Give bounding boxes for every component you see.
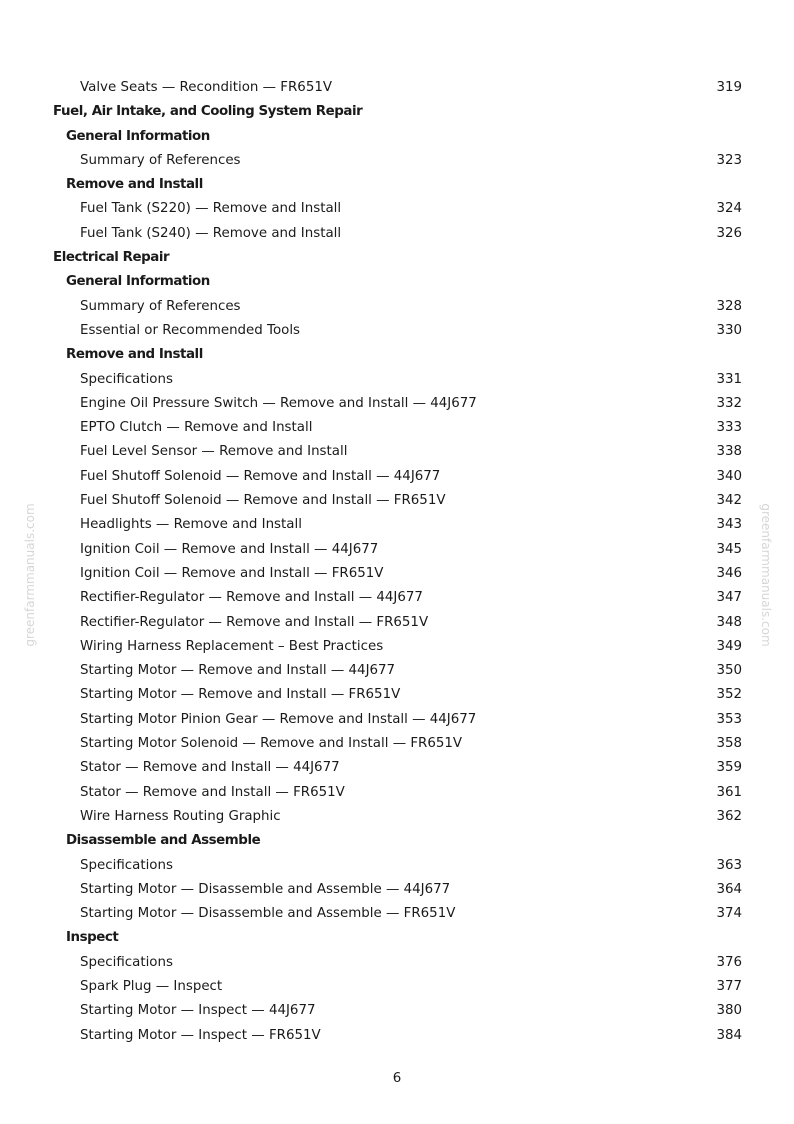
toc-entry-page-number: 349	[716, 638, 742, 654]
toc-subsection-heading[interactable]	[0, 270, 794, 294]
toc-entry-title: Summary of References	[80, 298, 241, 314]
watermark-right-text: greenfarmmanuals.com	[759, 503, 773, 647]
toc-entry-page-number: 333	[716, 420, 742, 436]
toc-entry-title: Essential or Recommended Tools	[80, 322, 301, 338]
toc-subsection-heading[interactable]	[0, 829, 794, 853]
toc-entry-page-number: 340	[716, 468, 742, 484]
toc-entry-title: Starting Motor — Inspect — FR651V	[80, 1027, 321, 1043]
toc-entry-page-number: 363	[716, 857, 742, 873]
toc-entry-title: Remove and Install	[66, 177, 203, 193]
toc-entry-page-number: 361	[716, 784, 742, 800]
toc-entry-page-number: 380	[716, 1003, 742, 1019]
toc-entry-page-number: 346	[716, 565, 742, 581]
toc-entry-page-number: 374	[716, 906, 742, 922]
toc-entry-page-number: 332	[716, 395, 742, 411]
toc-entry[interactable]	[0, 222, 794, 246]
table-of-contents	[0, 76, 794, 1048]
toc-entry[interactable]	[0, 319, 794, 343]
toc-entry-page-number: 384	[716, 1027, 742, 1043]
toc-entry-page-number: 323	[716, 152, 742, 168]
toc-entry-title: Inspect	[66, 930, 119, 946]
toc-entry[interactable]	[0, 781, 794, 805]
toc-entry-page-number: 331	[716, 371, 742, 387]
toc-entry[interactable]	[0, 149, 794, 173]
toc-entry-page-number: 342	[716, 493, 742, 509]
toc-entry-title: Ignition Coil — Remove and Install — 44J677	[80, 541, 379, 557]
toc-entry-title: Ignition Coil — Remove and Install — FR651V	[80, 565, 384, 581]
toc-entry-title: Starting Motor — Remove and Install — 44J677	[80, 663, 396, 679]
toc-entry-title: Electrical Repair	[53, 250, 170, 266]
toc-entry-page-number: 350	[716, 663, 742, 679]
toc-entry[interactable]	[0, 586, 794, 610]
toc-entry[interactable]	[0, 975, 794, 999]
toc-entry-title: Fuel Shutoff Solenoid — Remove and Install — 44J677	[80, 468, 441, 484]
toc-entry[interactable]	[0, 440, 794, 464]
toc-subsection-heading[interactable]	[0, 343, 794, 367]
toc-entry-title: Fuel, Air Intake, and Cooling System Repair	[53, 104, 363, 120]
toc-entry[interactable]	[0, 1024, 794, 1048]
toc-entry-title: Starting Motor — Remove and Install — FR651V	[80, 687, 401, 703]
toc-entry-page-number: 353	[716, 711, 742, 727]
toc-entry[interactable]	[0, 708, 794, 732]
toc-entry-page-number: 376	[716, 954, 742, 970]
toc-entry[interactable]	[0, 76, 794, 100]
watermark-right	[756, 503, 776, 647]
toc-entry[interactable]	[0, 635, 794, 659]
toc-entry-title: Specifications	[80, 954, 173, 970]
toc-entry-page-number: 326	[716, 225, 742, 241]
toc-entry[interactable]	[0, 854, 794, 878]
toc-entry[interactable]	[0, 732, 794, 756]
toc-entry-page-number: 345	[716, 541, 742, 557]
toc-entry[interactable]	[0, 659, 794, 683]
watermark-left	[20, 503, 40, 647]
watermark-left-text: greenfarmmanuals.com	[23, 503, 37, 647]
toc-entry-page-number: 359	[716, 760, 742, 776]
toc-entry-title: Spark Plug — Inspect	[80, 978, 223, 994]
toc-entry-page-number: 358	[716, 736, 742, 752]
toc-entry-page-number: 364	[716, 881, 742, 897]
toc-entry[interactable]	[0, 999, 794, 1023]
toc-entry-title: Starting Motor Pinion Gear — Remove and Install — 44J677	[80, 711, 477, 727]
page-number: 6	[392, 1071, 402, 1086]
toc-entry-page-number: 330	[716, 322, 742, 338]
toc-entry[interactable]	[0, 416, 794, 440]
toc-entry-title: Engine Oil Pressure Switch — Remove and Install — 44J677	[80, 395, 477, 411]
toc-entry-page-number: 377	[716, 978, 742, 994]
toc-entry-title: Summary of References	[80, 152, 241, 168]
toc-entry-title: Specifications	[80, 371, 173, 387]
toc-entry[interactable]	[0, 683, 794, 707]
toc-subsection-heading[interactable]	[0, 173, 794, 197]
toc-entry-title: Rectifier-Regulator — Remove and Install — 44J677	[80, 590, 423, 606]
toc-entry[interactable]	[0, 756, 794, 780]
toc-entry-page-number: 348	[716, 614, 742, 630]
toc-entry-title: Stator — Remove and Install — FR651V	[80, 784, 345, 800]
toc-entry-title: Fuel Tank (S220) — Remove and Install	[80, 201, 342, 217]
toc-entry[interactable]	[0, 878, 794, 902]
toc-entry-page-number: 328	[716, 298, 742, 314]
toc-entry-title: Disassemble and Assemble	[66, 833, 261, 849]
toc-entry-page-number: 324	[716, 201, 742, 217]
toc-entry[interactable]	[0, 197, 794, 221]
toc-entry-title: General Information	[66, 128, 210, 144]
toc-entry-title: Remove and Install	[66, 347, 203, 363]
toc-entry[interactable]	[0, 951, 794, 975]
toc-entry-title: Wire Harness Routing Graphic	[80, 808, 281, 824]
toc-entry[interactable]	[0, 611, 794, 635]
toc-entry-title: Rectifier-Regulator — Remove and Install — FR651V	[80, 614, 429, 630]
toc-entry[interactable]	[0, 538, 794, 562]
toc-entry-title: Starting Motor Solenoid — Remove and Install — FR651V	[80, 736, 463, 752]
toc-entry[interactable]	[0, 392, 794, 416]
toc-entry-title: General Information	[66, 274, 210, 290]
toc-entry-title: Valve Seats — Recondition — FR651V	[80, 80, 333, 95]
toc-section-heading[interactable]	[0, 246, 794, 270]
toc-entry-page-number: 352	[716, 687, 742, 703]
toc-entry[interactable]	[0, 562, 794, 586]
toc-entry-title: Headlights — Remove and Install	[80, 517, 302, 533]
toc-entry[interactable]	[0, 295, 794, 319]
toc-entry-title: Fuel Shutoff Solenoid — Remove and Install — FR651V	[80, 493, 446, 509]
toc-entry-title: Starting Motor — Disassemble and Assemble — FR651V	[80, 906, 456, 922]
toc-subsection-heading[interactable]	[0, 125, 794, 149]
toc-entry-title: Starting Motor — Disassemble and Assemble — 44J677	[80, 881, 451, 897]
toc-entry[interactable]	[0, 513, 794, 537]
toc-entry-page-number: 362	[716, 808, 742, 824]
toc-entry[interactable]	[0, 489, 794, 513]
toc-entry-page-number: 338	[716, 444, 742, 460]
toc-entry[interactable]	[0, 465, 794, 489]
toc-entry[interactable]	[0, 902, 794, 926]
toc-section-heading[interactable]	[0, 100, 794, 124]
toc-entry-title: Fuel Tank (S240) — Remove and Install	[80, 225, 342, 241]
toc-entry[interactable]	[0, 805, 794, 829]
toc-entry-page-number: 347	[716, 590, 742, 606]
toc-entry-page-number: 319	[716, 80, 742, 95]
toc-entry-title: Stator — Remove and Install — 44J677	[80, 760, 340, 776]
toc-subsection-heading[interactable]	[0, 926, 794, 950]
toc-entry[interactable]	[0, 368, 794, 392]
toc-entry-title: Fuel Level Sensor — Remove and Install	[80, 444, 348, 460]
toc-entry-title: Wiring Harness Replacement – Best Practices	[80, 638, 384, 654]
toc-entry-title: Specifications	[80, 857, 173, 873]
toc-entry-title: EPTO Clutch — Remove and Install	[80, 420, 313, 436]
toc-entry-title: Starting Motor — Inspect — 44J677	[80, 1003, 316, 1019]
toc-entry-page-number: 343	[716, 517, 742, 533]
